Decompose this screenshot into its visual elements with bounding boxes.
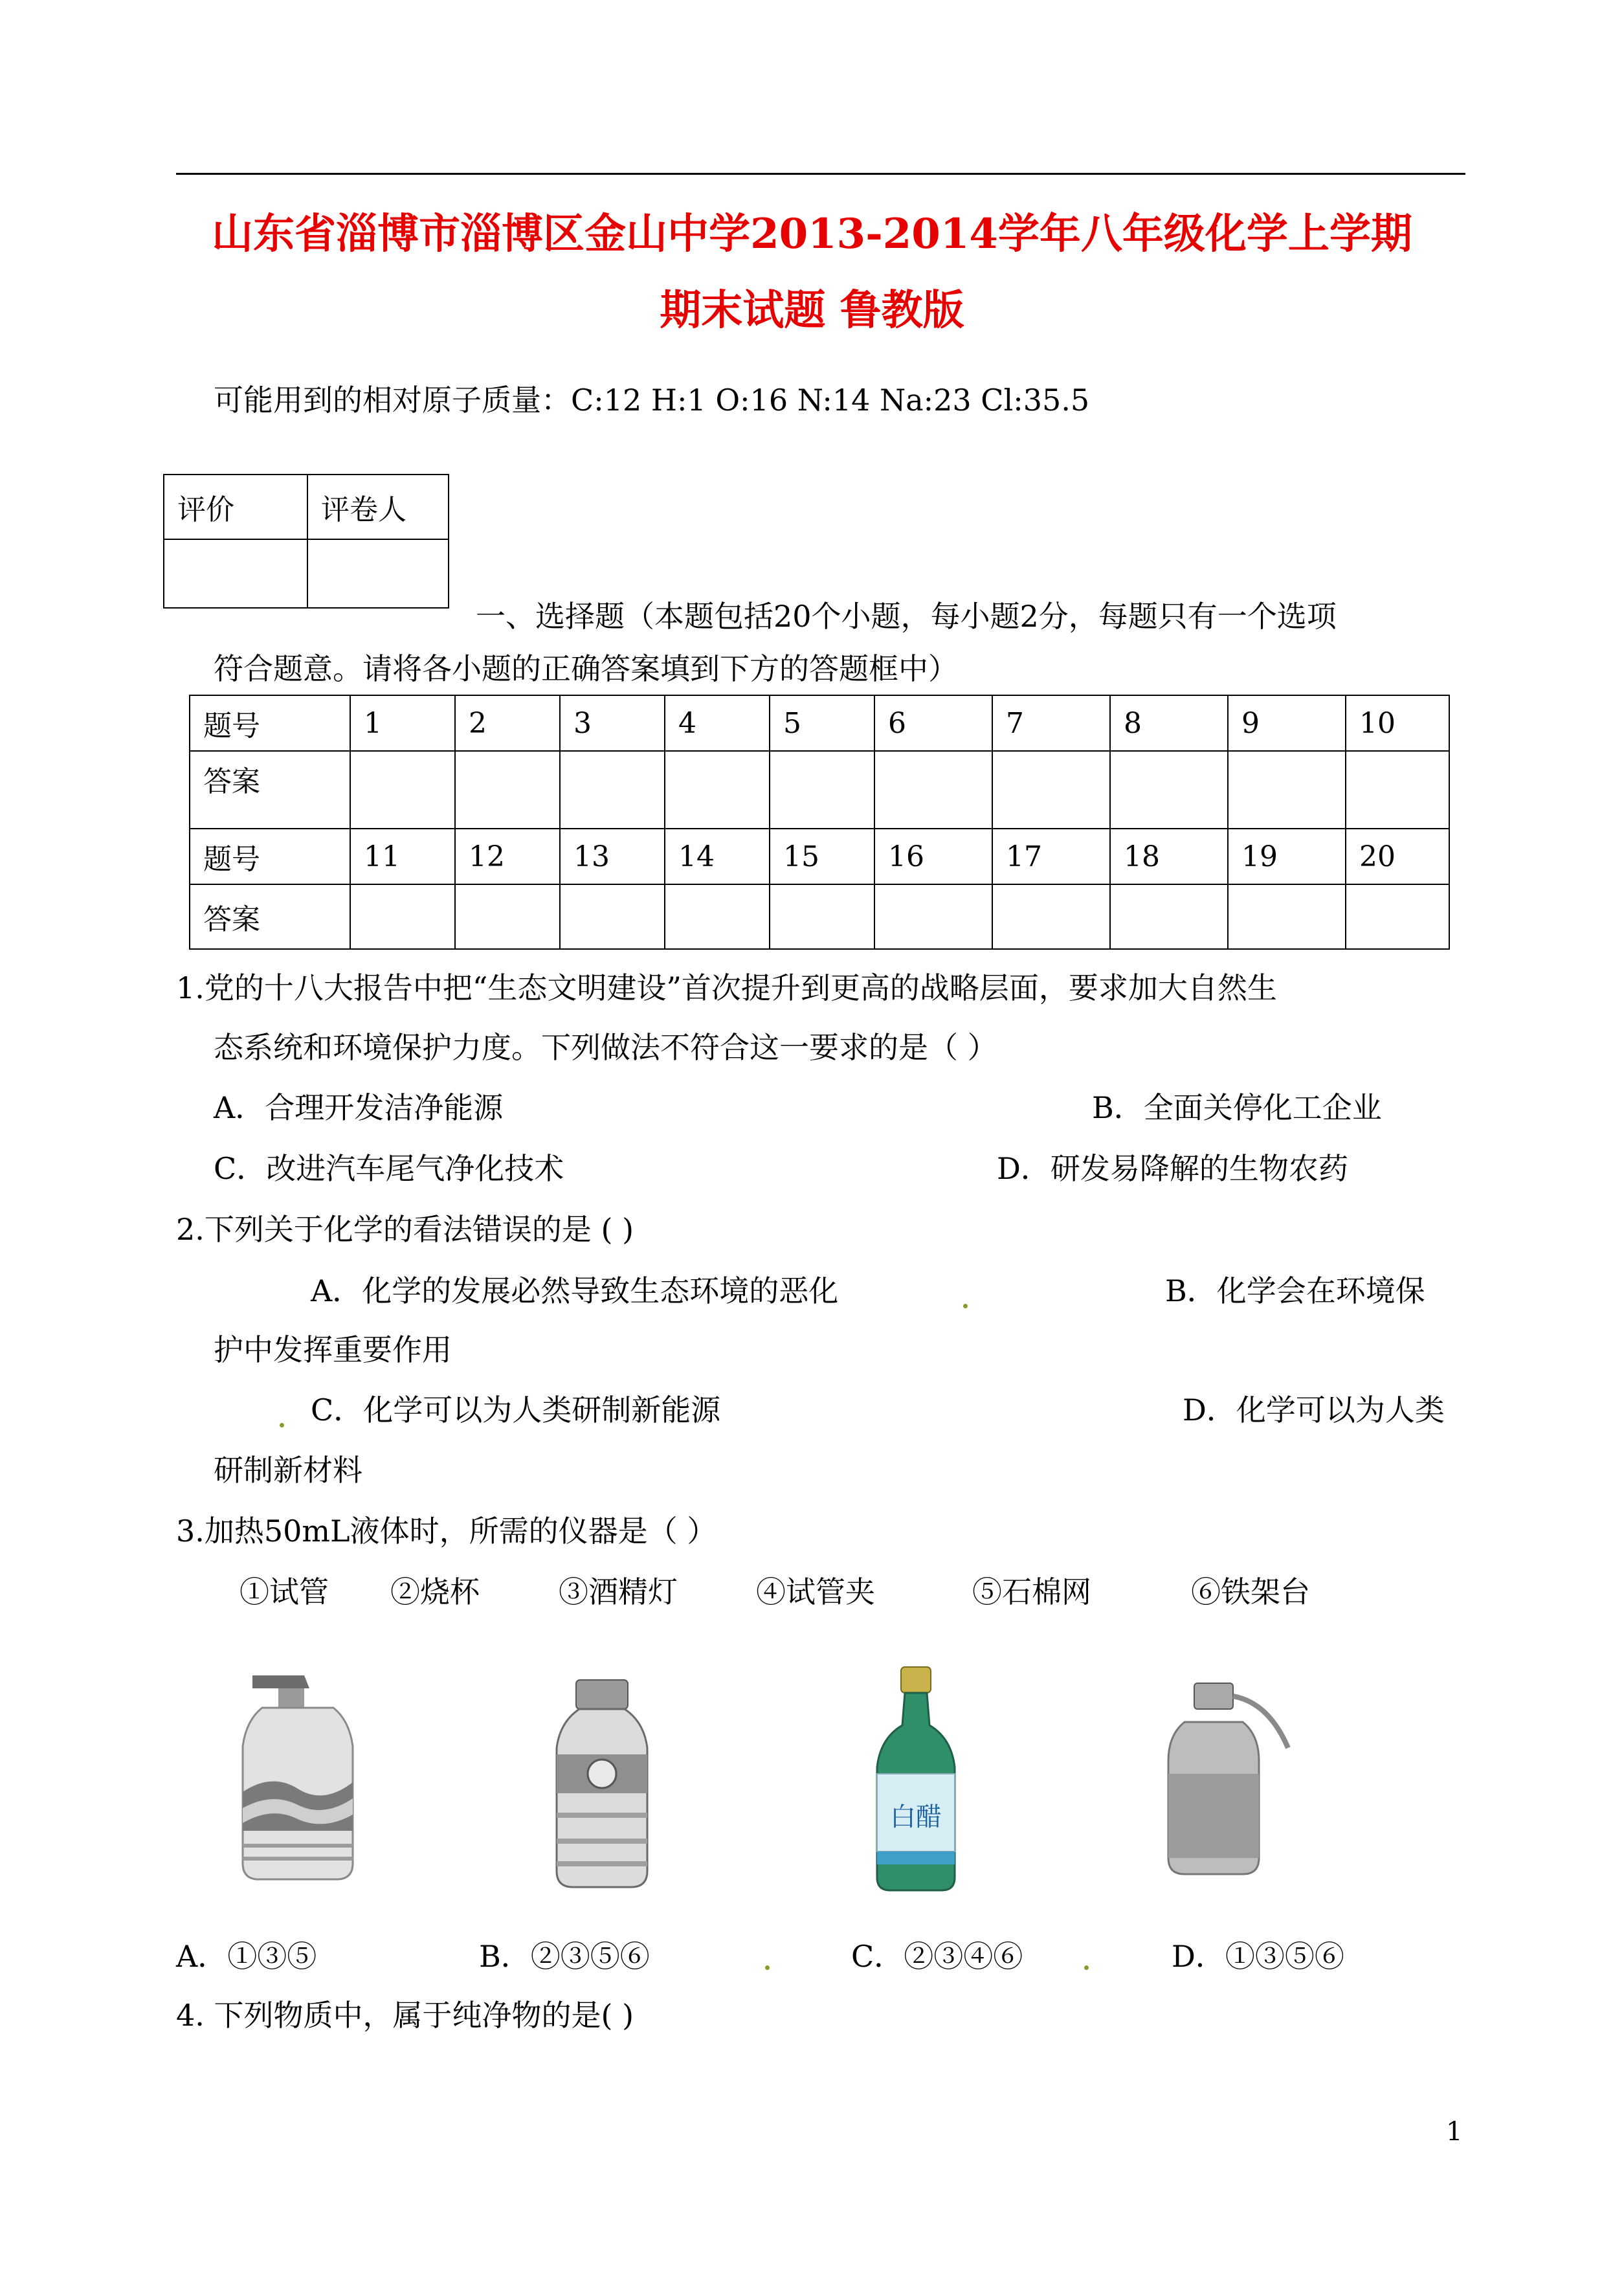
answer-cell[interactable] bbox=[1346, 884, 1449, 949]
page-number: 1 bbox=[1446, 2117, 1463, 2147]
question-number: 15 bbox=[770, 829, 874, 884]
stray-dot-mark bbox=[280, 1423, 284, 1427]
answer-cell[interactable] bbox=[770, 751, 874, 829]
wash-bottle-image bbox=[1159, 1677, 1307, 1884]
q3-stem: 3.加热50mL液体时，所需的仪器是（ ） bbox=[176, 1514, 717, 1549]
question-number: 3 bbox=[560, 695, 665, 751]
page-title-line1: 山东省淄博市淄博区金山中学2013-2014学年八年级化学上学期 bbox=[212, 210, 1412, 258]
section1-heading-line1: 一、选择题（本题包括20个小题，每小题2分，每题只有一个选项 bbox=[476, 599, 1337, 634]
answer-table-ans-row-2 bbox=[190, 884, 1449, 949]
grade-table bbox=[163, 474, 449, 609]
answer-cell[interactable] bbox=[350, 884, 455, 949]
question-number: 7 bbox=[992, 695, 1110, 751]
question-number: 16 bbox=[874, 829, 992, 884]
answer-cell[interactable] bbox=[1228, 884, 1346, 949]
q4-stem: 4. 下列物质中，属于纯净物的是( ) bbox=[176, 1998, 634, 2033]
q1-stem-line2: 态系统和环境保护力度。下列做法不符合这一要求的是（ ） bbox=[214, 1030, 997, 1065]
question-number: 5 bbox=[770, 695, 874, 751]
vinegar-bottle-image bbox=[867, 1664, 964, 1897]
answer-cell[interactable] bbox=[770, 884, 874, 949]
question-number: 19 bbox=[1228, 829, 1346, 884]
q2-option-a: A．化学的发展必然导致生态环境的恶化 bbox=[311, 1273, 839, 1308]
q3-item-1: ①试管 bbox=[239, 1574, 329, 1609]
q2-option-d: D．化学可以为人类 bbox=[1183, 1393, 1445, 1427]
grade-table-cell[interactable] bbox=[164, 539, 307, 608]
answer-cell[interactable] bbox=[1110, 751, 1228, 829]
q3-item-2: ②烧杯 bbox=[390, 1574, 480, 1609]
water-bottle-image bbox=[544, 1677, 660, 1890]
q3-item-6: ⑥铁架台 bbox=[1191, 1574, 1310, 1609]
answer-cell[interactable] bbox=[874, 751, 992, 829]
q2-option-d-continued: 研制新材料 bbox=[214, 1453, 362, 1488]
row-label: 题号 bbox=[190, 695, 350, 751]
stray-dot-mark bbox=[765, 1965, 770, 1970]
question-number: 6 bbox=[874, 695, 992, 751]
q2-option-b: B．化学会在环境保 bbox=[1165, 1273, 1425, 1308]
q3-option-a: A．①③⑤ bbox=[176, 1939, 317, 1974]
q1-stem-line1: 1.党的十八大报告中把“生态文明建设”首次提升到更高的战略层面，要求加大自然生 bbox=[176, 970, 1277, 1005]
answer-table-num-row-1 bbox=[190, 695, 1449, 751]
section1-heading-line2: 符合题意。请将各小题的正确答案填到下方的答题框中） bbox=[214, 651, 958, 686]
grade-table-col1: 评价 bbox=[164, 475, 307, 539]
q2-option-b-continued: 护中发挥重要作用 bbox=[214, 1332, 452, 1367]
question-number: 8 bbox=[1110, 695, 1228, 751]
grade-table-cell[interactable] bbox=[307, 539, 449, 608]
q1-option-c: C．改进汽车尾气净化技术 bbox=[214, 1151, 564, 1186]
question-number: 18 bbox=[1110, 829, 1228, 884]
question-number: 20 bbox=[1346, 829, 1449, 884]
question-number: 11 bbox=[350, 829, 455, 884]
question-number: 10 bbox=[1346, 695, 1449, 751]
question-number: 9 bbox=[1228, 695, 1346, 751]
answer-cell[interactable] bbox=[1346, 751, 1449, 829]
row-label: 题号 bbox=[190, 829, 350, 884]
answer-cell[interactable] bbox=[992, 884, 1110, 949]
grade-table-col2: 评卷人 bbox=[307, 475, 449, 539]
answer-cell[interactable] bbox=[1110, 884, 1228, 949]
q3-option-b: B．②③⑤⑥ bbox=[479, 1939, 650, 1974]
answer-cell[interactable] bbox=[665, 751, 770, 829]
stray-dot-mark bbox=[1084, 1965, 1089, 1970]
question-number: 2 bbox=[455, 695, 560, 751]
answer-cell[interactable] bbox=[874, 884, 992, 949]
q3-item-5: ⑤石棉网 bbox=[972, 1574, 1091, 1609]
vinegar-label: 白醋 bbox=[890, 1802, 942, 1832]
question-number: 13 bbox=[560, 829, 665, 884]
q1-option-d: D．研发易降解的生物农药 bbox=[997, 1151, 1348, 1186]
q1-option-b: B．全面关停化工企业 bbox=[1092, 1090, 1382, 1125]
answer-cell[interactable] bbox=[455, 751, 560, 829]
q2-option-c: C．化学可以为人类研制新能源 bbox=[311, 1393, 721, 1427]
answer-cell[interactable] bbox=[350, 751, 455, 829]
q3-option-d: D．①③⑤⑥ bbox=[1172, 1939, 1344, 1974]
top-rule bbox=[176, 173, 1465, 175]
answer-table bbox=[189, 695, 1450, 950]
answer-table-ans-row-1 bbox=[190, 751, 1449, 829]
question-number: 17 bbox=[992, 829, 1110, 884]
question-number: 1 bbox=[350, 695, 455, 751]
q1-option-a: A．合理开发洁净能源 bbox=[214, 1090, 504, 1125]
answer-cell[interactable] bbox=[665, 884, 770, 949]
q3-item-4: ④试管夹 bbox=[756, 1574, 875, 1609]
question-number: 12 bbox=[455, 829, 560, 884]
stray-dot-mark bbox=[963, 1304, 968, 1308]
q2-stem: 2.下列关于化学的看法错误的是 ( ) bbox=[176, 1212, 634, 1247]
question-number: 4 bbox=[665, 695, 770, 751]
atomic-masses: 可能用到的相对原子质量：C:12 H:1 O:16 N:14 Na:23 Cl:35.5 bbox=[214, 383, 1090, 418]
row-label: 答案 bbox=[190, 751, 350, 829]
answer-cell[interactable] bbox=[992, 751, 1110, 829]
answer-cell[interactable] bbox=[560, 884, 665, 949]
page-title-line2: 期末试题 鲁教版 bbox=[660, 286, 964, 335]
question-number: 14 bbox=[665, 829, 770, 884]
answer-table-num-row-2 bbox=[190, 829, 1449, 884]
water-jug-image bbox=[233, 1669, 362, 1889]
answer-cell[interactable] bbox=[1228, 751, 1346, 829]
q3-item-3: ③酒精灯 bbox=[559, 1574, 678, 1609]
q3-option-c: C．②③④⑥ bbox=[851, 1939, 1023, 1974]
answer-cell[interactable] bbox=[455, 884, 560, 949]
row-label: 答案 bbox=[190, 884, 350, 949]
answer-cell[interactable] bbox=[560, 751, 665, 829]
